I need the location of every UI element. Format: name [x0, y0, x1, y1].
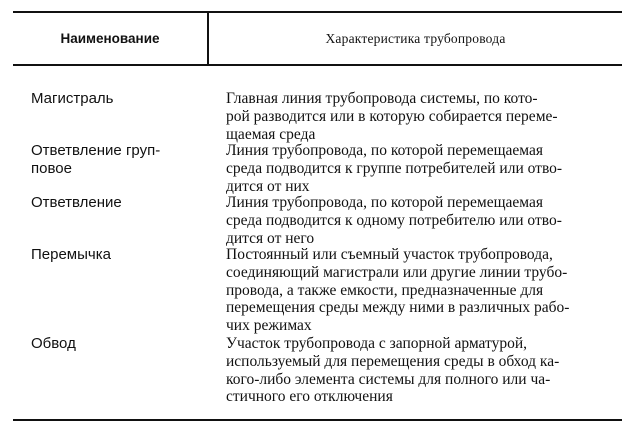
- row-desc-branch: [226, 194, 618, 247]
- row-name-line: Ответвление: [31, 194, 122, 211]
- row-name-line: Магистраль: [31, 90, 114, 107]
- header-rule: [13, 64, 622, 66]
- row-name-line: Обвод: [31, 335, 76, 352]
- row-desc-group-branch: [226, 142, 618, 195]
- row-desc-line: Линия трубопровода, по которой перемещаемая: [226, 142, 544, 159]
- row-desc-line: рой разводится или в которую собирается переме-: [226, 107, 558, 125]
- row-desc-line: дится от него: [226, 229, 315, 247]
- row-desc-line: используемый для перемещения среды в обход ка-: [226, 352, 560, 370]
- row-name-group-branch: [31, 142, 201, 177]
- row-desc-line: чих режимах: [226, 317, 312, 335]
- pipeline-table: [13, 11, 622, 421]
- row-name-line: Перемычка: [31, 246, 111, 263]
- row-desc-line: среда подводится к одному потребителю или отво-: [226, 211, 562, 229]
- row-desc-line: перемещения среды между ними в различных рабо-: [226, 299, 570, 317]
- row-name-line: Ответвление груп-: [31, 142, 161, 159]
- row-desc-line: кого-либо элемента системы для полного или ча-: [226, 370, 551, 388]
- row-desc-jumper: [226, 246, 618, 335]
- row-desc-line: среда подводится к группе потребителей или отво-: [226, 159, 563, 177]
- row-desc-line: Линия трубопровода, по которой перемещаемая: [226, 194, 544, 211]
- row-desc-line: щаемая среда: [226, 125, 316, 143]
- row-name-jumper: [31, 246, 201, 264]
- row-name-branch: [31, 194, 201, 212]
- row-desc-line: Главная линия трубопровода системы, по кото-: [226, 90, 538, 107]
- row-name-line: повое: [31, 159, 72, 177]
- row-desc-line: Постоянный или съемный участок трубопровода,: [226, 246, 553, 263]
- row-desc-magistral: [226, 90, 618, 143]
- row-desc-line: Участок трубопровода с запорной арматурой,: [226, 335, 528, 352]
- row-desc-bypass: [226, 335, 618, 406]
- row-name-bypass: [31, 335, 201, 353]
- row-desc-line: провода, а также емкости, предназначенные для: [226, 281, 544, 299]
- row-desc-line: стичного его отключения: [226, 388, 393, 406]
- row-name-magistral: [31, 90, 201, 108]
- row-desc-line: дится от них: [226, 177, 310, 195]
- header-name-column: Наименование: [60, 31, 160, 46]
- header-description-column: Характеристика трубопровода: [325, 30, 506, 46]
- row-desc-line: соединяющий магистрали или другие линии трубо-: [226, 263, 568, 281]
